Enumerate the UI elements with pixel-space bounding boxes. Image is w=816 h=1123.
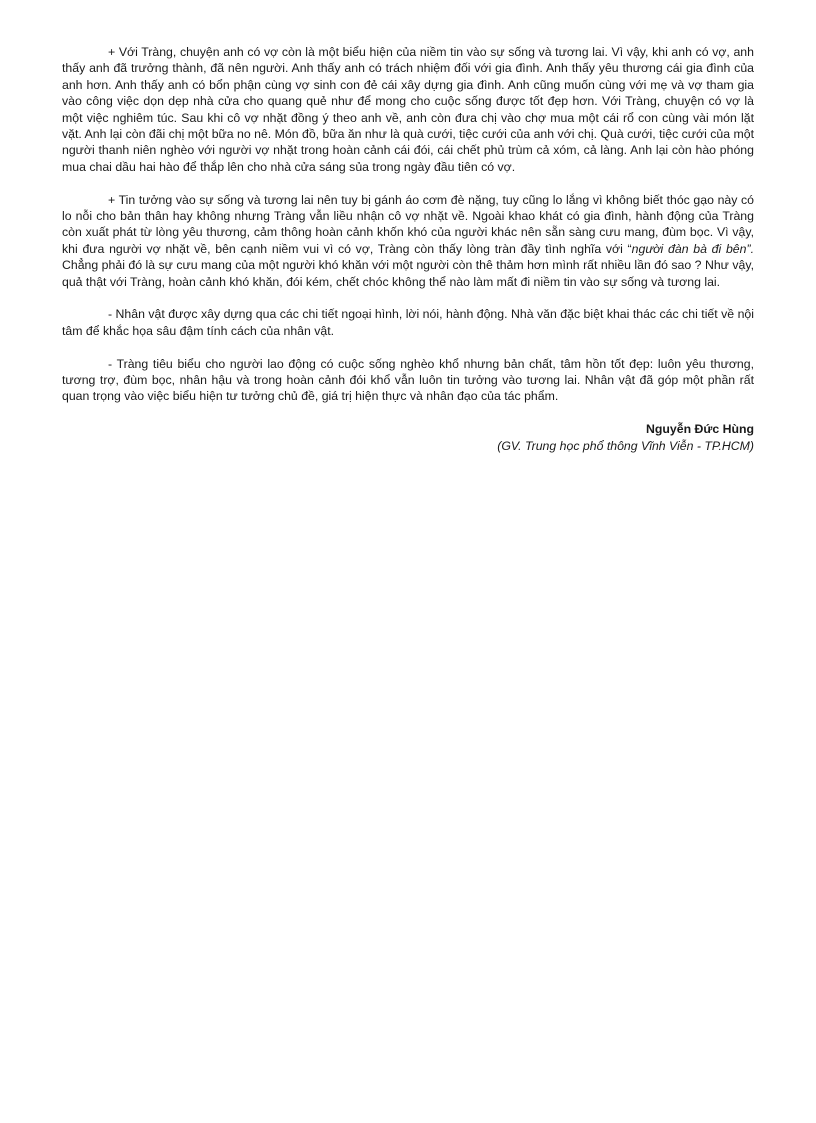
paragraph-trang-faith <box>62 192 754 290</box>
author-affiliation: (GV. Trung học phổ thông Vĩnh Viễn - TP.HCM) <box>497 438 754 453</box>
paragraph-text: - Nhân vật được xây dựng qua các chi tiết ngoại hình, lời nói, hành động. Nhà văn đặc biệt khai thác các chi tiết về nội tâm để khắc họa sâu đậm tính cách của nhân vật. <box>62 307 754 338</box>
author-name: Nguyễn Đức Hùng <box>646 422 754 437</box>
paragraph-quote: người đàn bà đi bên”. <box>631 241 754 256</box>
paragraph-text: + Tin tưởng vào sự sống và tương lai nên tuy bị gánh áo cơm đè nặng, tuy cũng lo lắng vì không biết thóc gạo này có lo nỗi cho bản thân hay không nhưng Tràng vẫn liều nhận cô vợ nhặt về. Ngoài khao khát có gia đình, hành động của Tràng còn xuất phát từ lòng yêu thương, cảm thông hoàn cảnh khốn khó của người khác nên sẵn sàng cưu mang, đùm bọc. Vì vậy, khi đưa người vợ nhặt về, bên cạnh niềm vui vì có vợ, Tràng còn thấy lòng tràn đầy tình nghĩa với “ <box>62 192 754 256</box>
signature-block <box>62 421 754 454</box>
document-page <box>62 44 754 454</box>
paragraph-trang-marriage <box>62 44 754 175</box>
paragraph-text: - Tràng tiêu biểu cho người lao động có cuộc sống nghèo khổ nhưng bản chất, tâm hồn tốt đẹp: luôn yêu thương, tương trợ, đùm bọc, nhân hậu và trong hoàn cảnh đói khổ vẫn luôn tin tưởng vào tương lai. Nhân vật đã góp một phần rất quan trọng vào việc biểu hiện tư tưởng chủ đề, giá trị hiện thực và nhân đạo của tác phẩm. <box>62 356 754 404</box>
paragraph-text-continued: Chẳng phải đó là sự cưu mang của một người khó khăn với một người còn thê thảm hơn mình rất nhiều lần đó sao ? Như vậy, quả thật với Tràng, hoàn cảnh khó khăn, đói kém, chết chóc không thể nào làm mất đi niềm tin vào sự sống và tương lai. <box>62 258 754 289</box>
paragraph-text: + Với Tràng, chuyện anh có vợ còn là một biểu hiện của niềm tin vào sự sống và tương lai. Vì vậy, khi anh có vợ, anh thấy anh đã trưởng thành, đã nên người. Anh thấy anh có trách nhiệm đối với gia đình. Anh thấy yêu thương cái gia đình của anh hơn. Anh thấy anh có bổn phận cùng vợ sinh con đẻ cái xây dựng gia đình. Anh cũng muốn cùng với mẹ và vợ tham gia vào công việc dọn dẹp nhà cửa cho quang quẻ như để mong cho cuộc sống được tốt đẹp hơn. Với Tràng, chuyện có vợ là một việc nghiêm túc. Sau khi cô vợ nhặt đồng ý theo anh về, anh còn đưa chị vào chợ mua một cái rổ con cùng vài món lặt vặt. Anh lại còn đãi chị một bữa no nê. Món đồ, bữa ăn như là quà cưới, tiệc cưới của anh với chị. Quà cưới, tiệc cưới của một người thanh niên nghèo với người vợ nhặt trong hoàn cảnh cái đói, cái chết phủ trùm cả xóm, cả làng. Anh lại còn hào phóng mua chai dầu hai hào để thắp lên cho nhà cửa sáng sủa trong ngày đầu tiên có vợ. <box>62 45 754 174</box>
paragraph-conclusion <box>62 356 754 405</box>
paragraph-character-building <box>62 306 754 339</box>
